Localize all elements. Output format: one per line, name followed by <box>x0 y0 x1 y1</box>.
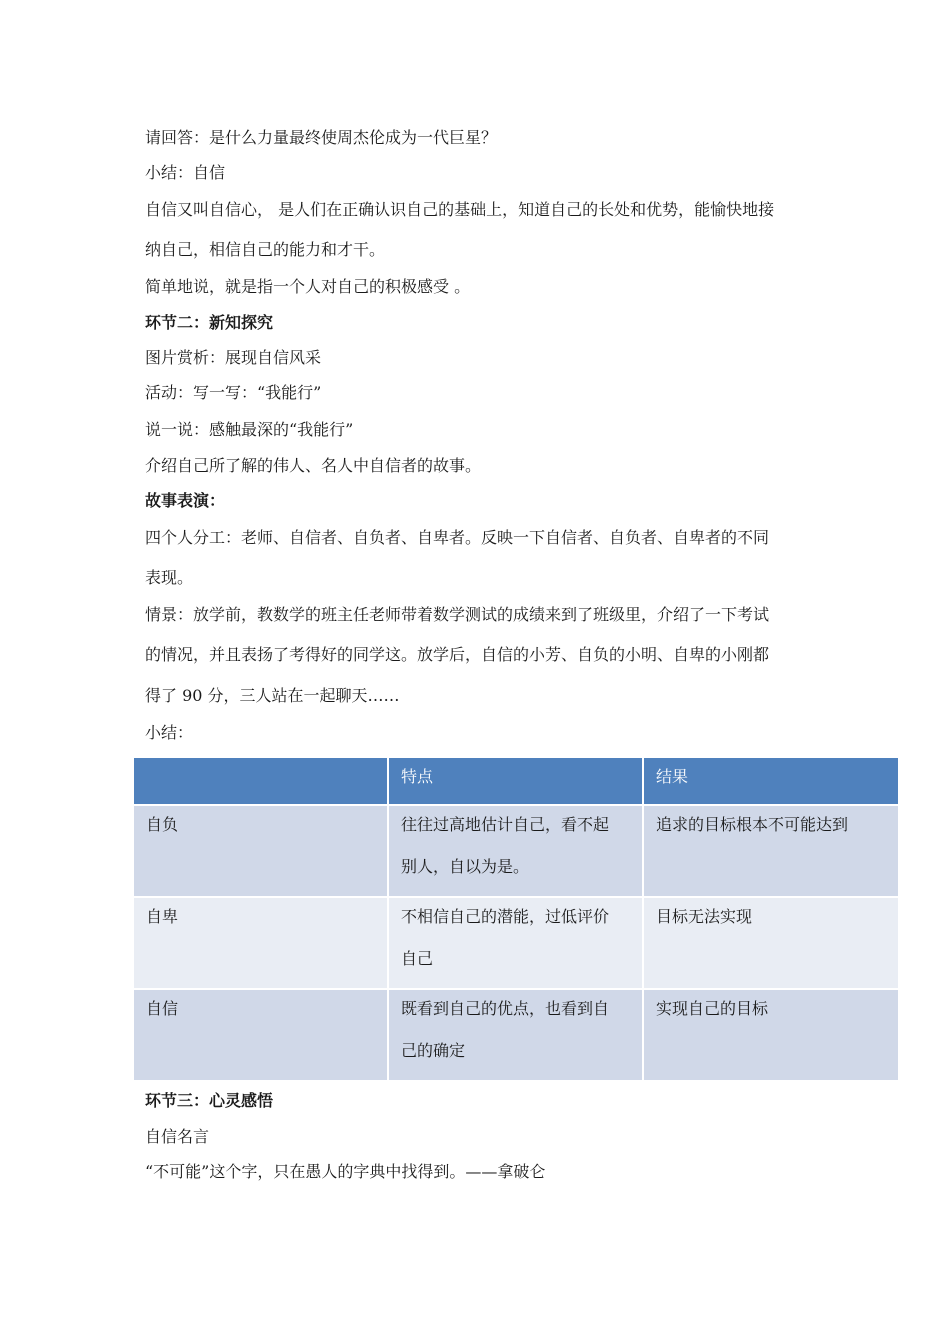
table-row <box>133 897 899 989</box>
intro-line: 介绍自己所了解的伟人、名人中自信者的故事。 <box>145 456 482 475</box>
table-cell-type: 自负 <box>133 805 388 897</box>
picture-appreciation: 图片赏析：展现自信风采 <box>145 348 322 367</box>
table-cell-trait: 既看到自己的优点，也看到自 己的确定 <box>388 989 643 1081</box>
table-header-cell: 结果 <box>643 757 899 805</box>
definition-line-1: 自信又叫自信心， 是人们在正确认识自己的基础上，知道自己的长处和优势，能愉快地接 <box>145 200 775 219</box>
simple-definition: 简单地说，就是指一个人对自己的积极感受 。 <box>145 277 471 296</box>
summary-table <box>132 756 900 1082</box>
definition-line-2: 纳自己，相信自己的能力和才干。 <box>145 240 386 259</box>
table-cell-trait: 不相信自己的潜能，过低评价 自己 <box>388 897 643 989</box>
table-cell-type: 自卑 <box>133 897 388 989</box>
scene-line-3: 得了 90 分，三人站在一起聊天…… <box>145 686 400 705</box>
table-cell-result: 目标无法实现 <box>643 897 899 989</box>
quote-title: 自信名言 <box>145 1127 210 1146</box>
roles-line-2: 表现。 <box>145 568 194 587</box>
table-cell-type: 自信 <box>133 989 388 1081</box>
table-header-cell: 特点 <box>388 757 643 805</box>
question-line: 请回答：是什么力量最终使周杰伦成为一代巨星？ <box>145 128 498 147</box>
table-header-row <box>133 757 899 805</box>
table-header-cell <box>133 757 388 805</box>
table-row <box>133 805 899 897</box>
activity-line: 活动：写一写：“我能行” <box>145 383 322 402</box>
roles-line-1: 四个人分工：老师、自信者、自负者、自卑者。反映一下自信者、自负者、自卑者的不同 <box>145 528 770 547</box>
table-cell-result: 实现自己的目标 <box>643 989 899 1081</box>
summary-label: 小结： <box>145 723 194 742</box>
scene-line-2: 的情况，并且表扬了考得好的同学这。放学后，自信的小芳、自负的小明、自卑的小刚都 <box>145 645 770 664</box>
scene-line-1: 情景：放学前，教数学的班主任老师带着数学测试的成绩来到了班级里，介绍了一下考试 <box>145 605 770 624</box>
table-cell-trait: 往往过高地估计自己，看不起 别人，自以为是。 <box>388 805 643 897</box>
summary-line: 小结：自信 <box>145 163 226 182</box>
table-row <box>133 989 899 1081</box>
section-2-heading: 环节二：新知探究 <box>145 313 274 332</box>
story-heading: 故事表演： <box>145 491 226 510</box>
section-3-heading: 环节三：心灵感悟 <box>145 1091 274 1110</box>
quote-line: “不可能”这个字，只在愚人的字典中找得到。——拿破仑 <box>145 1162 546 1181</box>
table-cell-result: 追求的目标根本不可能达到 <box>643 805 899 897</box>
say-line: 说一说：感触最深的“我能行” <box>145 420 354 439</box>
